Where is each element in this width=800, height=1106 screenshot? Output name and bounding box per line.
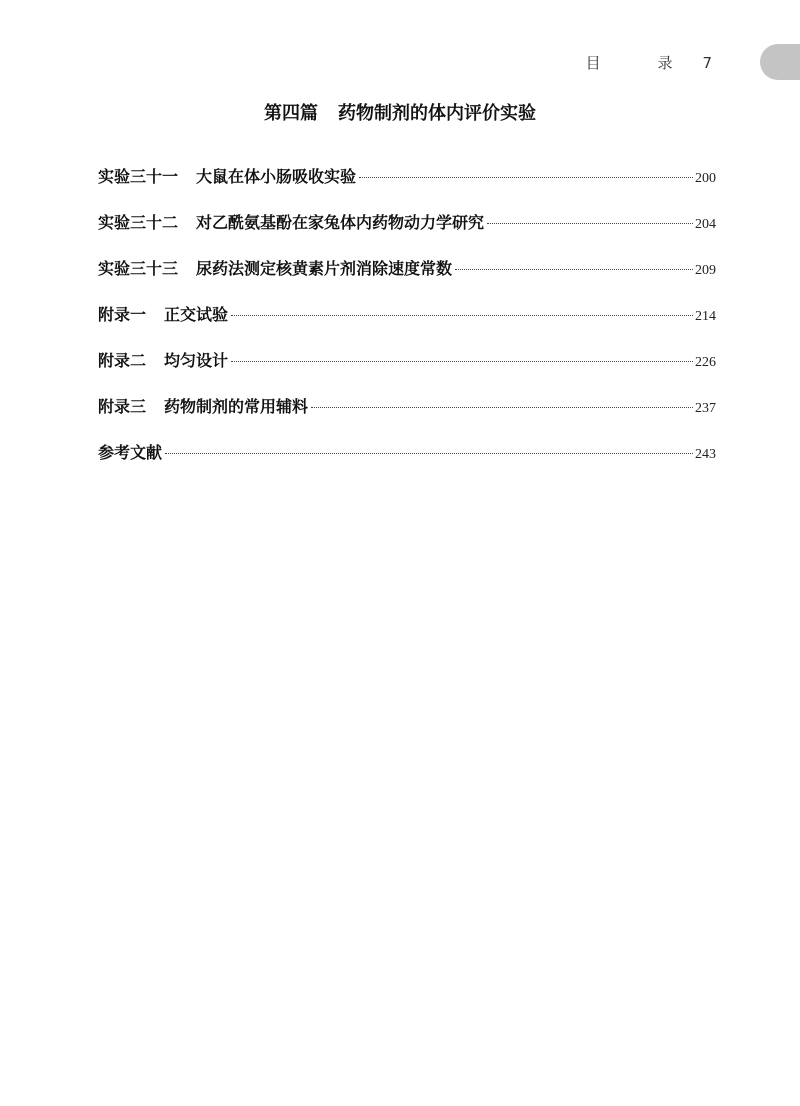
part-number: 第四篇 <box>264 103 318 124</box>
toc-entry-references[interactable] <box>98 440 716 486</box>
toc-entry-number: 实验三十二 <box>98 213 179 232</box>
toc-entry[interactable] <box>98 302 716 348</box>
running-header <box>586 52 712 73</box>
toc-entry-title: 正交试验 <box>164 305 229 324</box>
part-name: 药物制剂的体内评价实验 <box>338 103 536 124</box>
toc-entry-page: 209 <box>695 263 716 278</box>
header-page-number: 7 <box>702 53 712 72</box>
toc-entry-title: 参考文献 <box>98 443 163 462</box>
toc-entry-page: 200 <box>695 171 716 186</box>
header-label: 目 录 <box>585 54 699 72</box>
toc-entry-label <box>98 164 356 187</box>
toc-entry-label <box>98 256 452 279</box>
toc-entry-label <box>98 210 484 233</box>
toc-entry-label <box>98 440 162 463</box>
toc-entry-label <box>98 348 228 371</box>
toc-entry[interactable] <box>98 210 716 256</box>
toc-entry-label <box>98 394 308 417</box>
dot-leader <box>231 315 693 316</box>
part-title <box>0 99 800 125</box>
toc-entry-number: 附录一 <box>98 305 147 324</box>
dot-leader <box>231 361 693 362</box>
toc-entry[interactable] <box>98 348 716 394</box>
toc-entry-page: 214 <box>695 309 716 324</box>
dot-leader <box>487 223 693 224</box>
dot-leader <box>455 269 693 270</box>
toc-entry-title: 对乙酰氨基酚在家兔体内药物动力学研究 <box>196 213 485 232</box>
toc-entry-page: 226 <box>695 355 716 370</box>
toc-entry-title: 大鼠在体小肠吸收实验 <box>196 167 357 186</box>
toc-entry-title: 均匀设计 <box>164 351 229 370</box>
toc-entry-page: 237 <box>695 401 716 416</box>
dot-leader <box>311 407 693 408</box>
chapter-tab <box>760 44 800 80</box>
toc-entry-number: 实验三十一 <box>98 167 179 186</box>
toc-entry-number: 附录三 <box>98 397 147 416</box>
table-of-contents <box>98 164 716 486</box>
toc-entry-number: 实验三十三 <box>98 259 179 278</box>
toc-entry-page: 204 <box>695 217 716 232</box>
toc-entry[interactable] <box>98 394 716 440</box>
toc-entry-number: 附录二 <box>98 351 147 370</box>
toc-entry-title: 药物制剂的常用辅料 <box>164 397 309 416</box>
dot-leader <box>165 453 693 454</box>
toc-entry[interactable] <box>98 256 716 302</box>
toc-entry[interactable] <box>98 164 716 210</box>
toc-entry-title: 尿药法测定核黄素片剂消除速度常数 <box>196 259 453 278</box>
toc-entry-label <box>98 302 228 325</box>
dot-leader <box>359 177 693 178</box>
toc-entry-page: 243 <box>695 447 716 462</box>
